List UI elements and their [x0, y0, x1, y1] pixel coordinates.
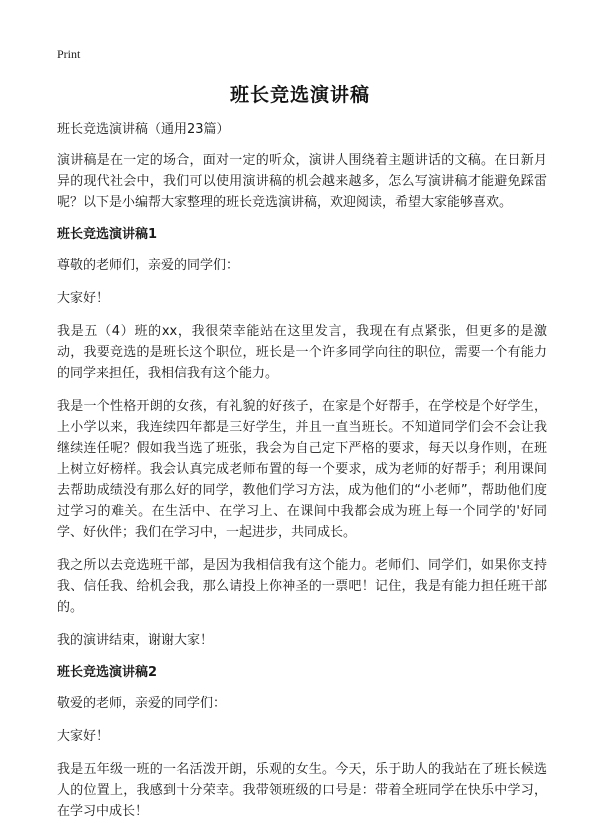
paragraph: 大家好！ [57, 729, 110, 744]
paragraph: 我之所以去竞选班干部，是因为我相信我有这个能力。老师们、同学们，如果你支持我、信任我、给机会我，那么请投上你神圣的一票吧！记住，我是有能力担任班干部的。 [57, 558, 547, 615]
intro-paragraph: 演讲稿是在一定的场合，面对一定的听众，演讲人围绕着主题讲话的文稿。在日新月异的现代社会中，我们可以使用演讲稿的机会越来越多，怎么写演讲稿才能避免踩雷呢？以下是小编帮大家整理的班长竞选演讲稿，欢迎阅读，希望大家能够喜欢。 [57, 153, 547, 210]
section-1 [57, 225, 547, 651]
print-label: Print [57, 47, 81, 61]
paragraph: 我是五年级一班的一名活泼开朗，乐观的女生。今天，乐于助人的我站在了班长候选人的位置上，我感到十分荣幸。我带领班级的口号是：带着全班同学在快乐中学习，在学习中成长！ [57, 762, 547, 819]
paragraph: 我的演讲结束，谢谢大家！ [57, 633, 214, 648]
document-subtitle: 班长竞选演讲稿（通用23篇） [57, 122, 230, 137]
section-heading: 班长竞选演讲稿1 [57, 227, 158, 242]
page-title: 班长竞选演讲稿 [229, 84, 370, 106]
paragraph: 尊敬的老师们，亲爱的同学们： [57, 258, 240, 273]
document-body [57, 119, 547, 834]
section-2 [57, 663, 547, 822]
paragraph: 我是一个性格开朗的女孩，有礼貌的好孩子，在家是个好帮手，在学校是个好学生，上小学以来，我连续四年都是三好学生，并且一直当班长。不知道同学们会不会让我继续连任呢？假如我当选了班张，我会为自己定下严格的要求，每天以身作则，在班上树立好榜样。我会认真完成老师布置的每一个要求，成为老师的好帮手；利用课间去帮助成绩没有那么好的同学，教他们学习方法，成为他们的“小老师”，帮助他们度过学习的难关。在生活中、在学习上、在课间中我都会成为班上每一个同学的'好同学、好伙伴；我们在学习中，一起进步，共同成长。 [57, 399, 547, 540]
section-heading: 班长竞选演讲稿2 [57, 665, 158, 680]
paragraph: 敬爱的老师，亲爱的同学们： [57, 696, 227, 711]
paragraph: 大家好！ [57, 291, 110, 306]
paragraph: 我是五（4）班的xx，我很荣幸能站在这里发言，我现在有点紧张，但更多的是激动，我要竞选的是班长这个职位，班长是一个许多同学向往的职位，需要一个有能力的同学来担任，我相信我有这个能力。 [57, 324, 547, 381]
